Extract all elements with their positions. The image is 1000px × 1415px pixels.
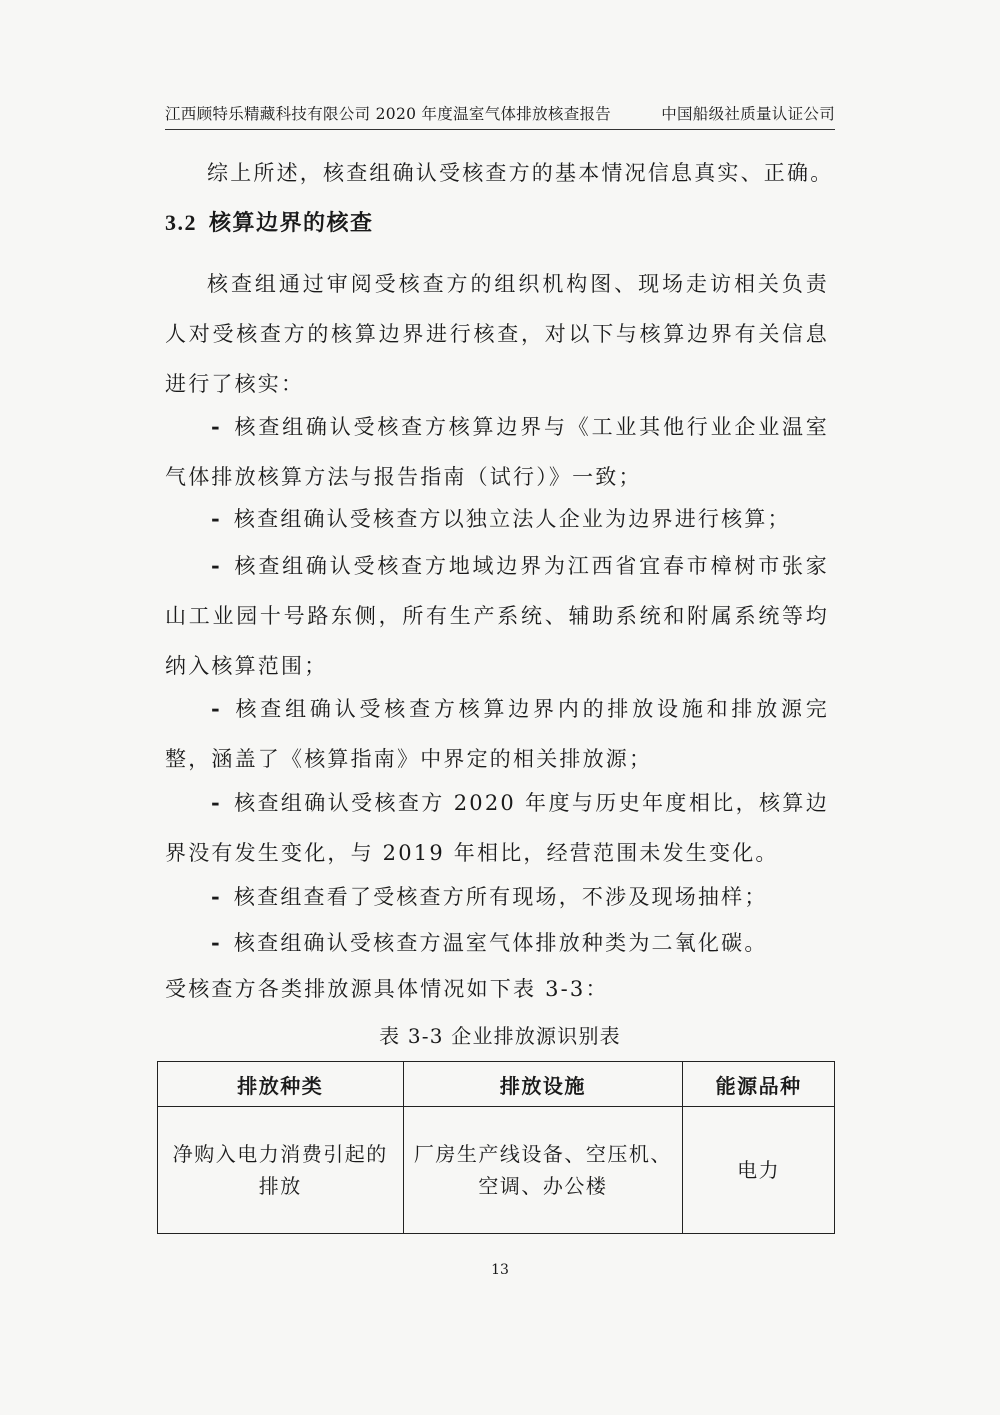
bullet-item-1 <box>165 402 829 502</box>
running-header <box>165 102 835 130</box>
table-cell: 厂房生产线设备、空压机、空调、办公楼 <box>403 1107 683 1234</box>
table-cell: 净购入电力消费引起的排放 <box>158 1107 404 1234</box>
emission-source-table <box>157 1061 835 1234</box>
bullet-dash: - <box>211 506 222 531</box>
bullet-dash: - <box>211 414 222 439</box>
table-intro: 受核查方各类排放源具体情况如下表 3-3： <box>165 977 609 1001</box>
bullet-dash: - <box>211 790 222 815</box>
bullet-text: 核查组确认受核查方 2020 年度与历史年度相比，核算边界没有发生变化，与 2019 年相比，经营范围未发生变化。 <box>165 791 829 865</box>
bullet-item-7 <box>165 918 829 968</box>
bullet-item-3 <box>165 541 829 691</box>
bullet-text: 核查组确认受核查方温室气体排放种类为二氧化碳。 <box>233 931 768 955</box>
bullet-item-6 <box>165 872 829 922</box>
table-caption: 表 3-3 企业排放源识别表 <box>379 1024 621 1048</box>
bullet-item-4 <box>165 684 829 784</box>
column-header: 排放种类 <box>158 1062 404 1107</box>
bullet-dash: - <box>211 696 222 721</box>
bullet-text: 核查组查看了受核查方所有现场，不涉及现场抽样； <box>233 885 768 909</box>
bullet-item-2 <box>165 494 829 544</box>
bullet-text: 核查组确认受核查方地域边界为江西省宜春市樟树市张家山工业园十号路东侧，所有生产系统、辅助系统和附属系统等均纳入核算范围； <box>165 554 829 678</box>
section-number: 3.2 <box>165 210 197 235</box>
header-organization: 中国船级社质量认证公司 <box>661 105 835 123</box>
bullet-dash: - <box>211 553 222 578</box>
bullet-item-5 <box>165 778 829 878</box>
bullet-dash: - <box>211 930 222 955</box>
table-cell: 电力 <box>683 1107 835 1234</box>
column-header: 排放设施 <box>403 1062 683 1107</box>
intro-paragraph: 综上所述，核查组确认受核查方的基本情况信息真实、正确。 <box>207 161 834 185</box>
bullet-text: 核查组确认受核查方核算边界内的排放设施和排放源完整，涵盖了《核算指南》中界定的相关排放源； <box>165 697 829 771</box>
bullet-dash: - <box>211 884 222 909</box>
table-row <box>158 1107 835 1234</box>
page-number: 13 <box>491 1262 509 1278</box>
lead-paragraph: 核查组通过审阅受核查方的组织机构图、现场走访相关负责人对受核查方的核算边界进行核查，对以下与核算边界有关信息进行了核实： <box>165 272 829 396</box>
table-header-row <box>158 1062 835 1107</box>
header-report-title: 江西顾特乐精藏科技有限公司 2020 年度温室气体排放核查报告 <box>165 105 612 123</box>
column-header: 能源品种 <box>683 1062 835 1107</box>
bullet-text: 核查组确认受核查方核算边界与《工业其他行业企业温室气体排放核算方法与报告指南（试行）》一致； <box>165 415 829 489</box>
bullet-text: 核查组确认受核查方以独立法人企业为边界进行核算； <box>233 507 791 531</box>
section-title: 核算边界的核查 <box>209 210 374 236</box>
section-heading <box>165 206 374 237</box>
